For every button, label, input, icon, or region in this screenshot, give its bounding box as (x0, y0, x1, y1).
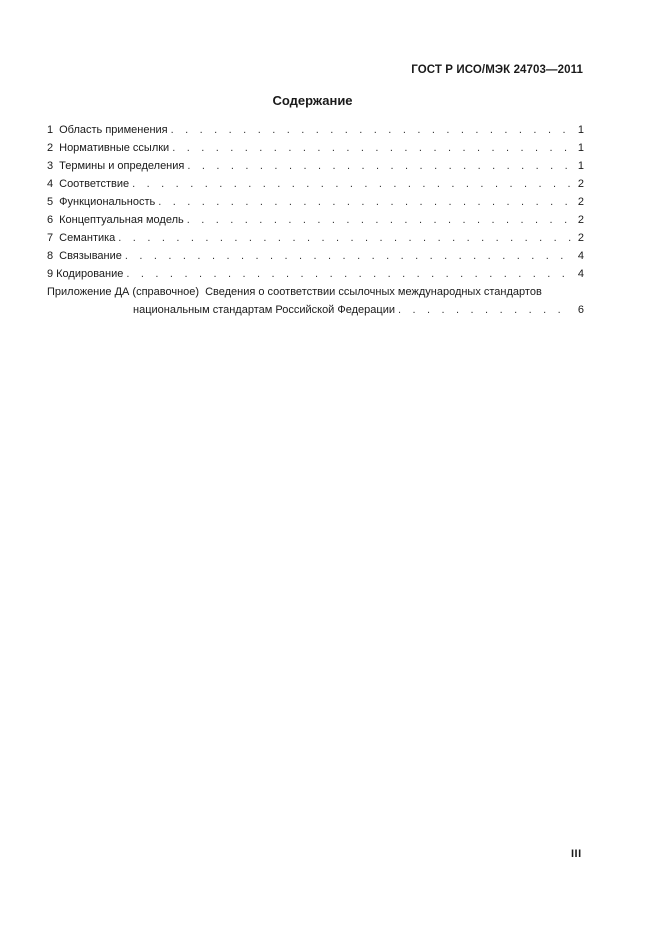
toc-entry-number: 7 (47, 232, 54, 244)
toc-entry-terms[interactable] (47, 157, 584, 175)
toc-entry-number: 8 (47, 250, 54, 262)
toc-entry-number: 3 (47, 160, 54, 172)
table-of-contents (47, 121, 584, 319)
toc-leader-dots (172, 139, 573, 157)
toc-leader-dots (126, 265, 573, 283)
toc-leader-dots (187, 157, 573, 175)
toc-leader-dots (118, 229, 573, 247)
toc-entry-label: Функциональность (59, 196, 156, 208)
toc-leader-dots (171, 121, 573, 139)
appendix-title-line1: Сведения о соответствии ссылочных международных стандартов (205, 286, 542, 298)
toc-entry-label: Связывание (59, 250, 122, 262)
toc-entry-conformance[interactable] (47, 175, 584, 193)
toc-entry-page: 6 (577, 304, 584, 316)
toc-entry-functionality[interactable] (47, 193, 584, 211)
toc-entry-label: Термины и определения (59, 160, 185, 172)
toc-leader-dots (132, 175, 573, 193)
toc-entry-number: 1 (47, 124, 54, 136)
toc-entry-label: Семантика (59, 232, 116, 244)
toc-title: Содержание (272, 93, 353, 108)
toc-entry-number: 4 (47, 178, 54, 190)
toc-entry-label: Кодирование (56, 268, 124, 280)
toc-entry-label: Соответствие (59, 178, 130, 190)
toc-leader-dots (398, 301, 573, 319)
toc-leader-dots (125, 247, 573, 265)
toc-entry-number: 6 (47, 214, 54, 226)
toc-entry-label: Концептуальная модель (59, 214, 184, 226)
toc-entry-semantics[interactable] (47, 229, 584, 247)
toc-entry-page: 2 (577, 196, 584, 208)
page-number: III (571, 848, 582, 860)
toc-entry-page: 4 (577, 268, 584, 280)
toc-entry-appendix-da[interactable] (47, 283, 584, 319)
toc-leader-dots (187, 211, 573, 229)
toc-entry-page: 4 (577, 250, 584, 262)
toc-entry-number: 2 (47, 142, 54, 154)
toc-leader-dots (158, 193, 573, 211)
toc-entry-conceptual-model[interactable] (47, 211, 584, 229)
appendix-title-line2: национальным стандартам Российской Федерации (133, 304, 395, 316)
toc-entry-binding[interactable] (47, 247, 584, 265)
toc-entry-page: 2 (577, 214, 584, 226)
toc-entry-label: Нормативные ссылки (59, 142, 170, 154)
toc-entry-label: Область применения (59, 124, 168, 136)
toc-entry-scope[interactable] (47, 121, 584, 139)
toc-entry-page: 1 (577, 124, 584, 136)
toc-entry-number: 9 (47, 268, 54, 280)
document-code: ГОСТ Р ИСО/МЭК 24703—2011 (411, 64, 583, 76)
toc-entry-number: 5 (47, 196, 54, 208)
appendix-designation: Приложение ДА (справочное) (47, 286, 200, 298)
toc-entry-page: 2 (577, 178, 584, 190)
toc-entry-page: 1 (577, 160, 584, 172)
toc-entry-encoding[interactable] (47, 265, 584, 283)
toc-entry-page: 2 (577, 232, 584, 244)
toc-entry-normative-references[interactable] (47, 139, 584, 157)
toc-entry-page: 1 (577, 142, 584, 154)
